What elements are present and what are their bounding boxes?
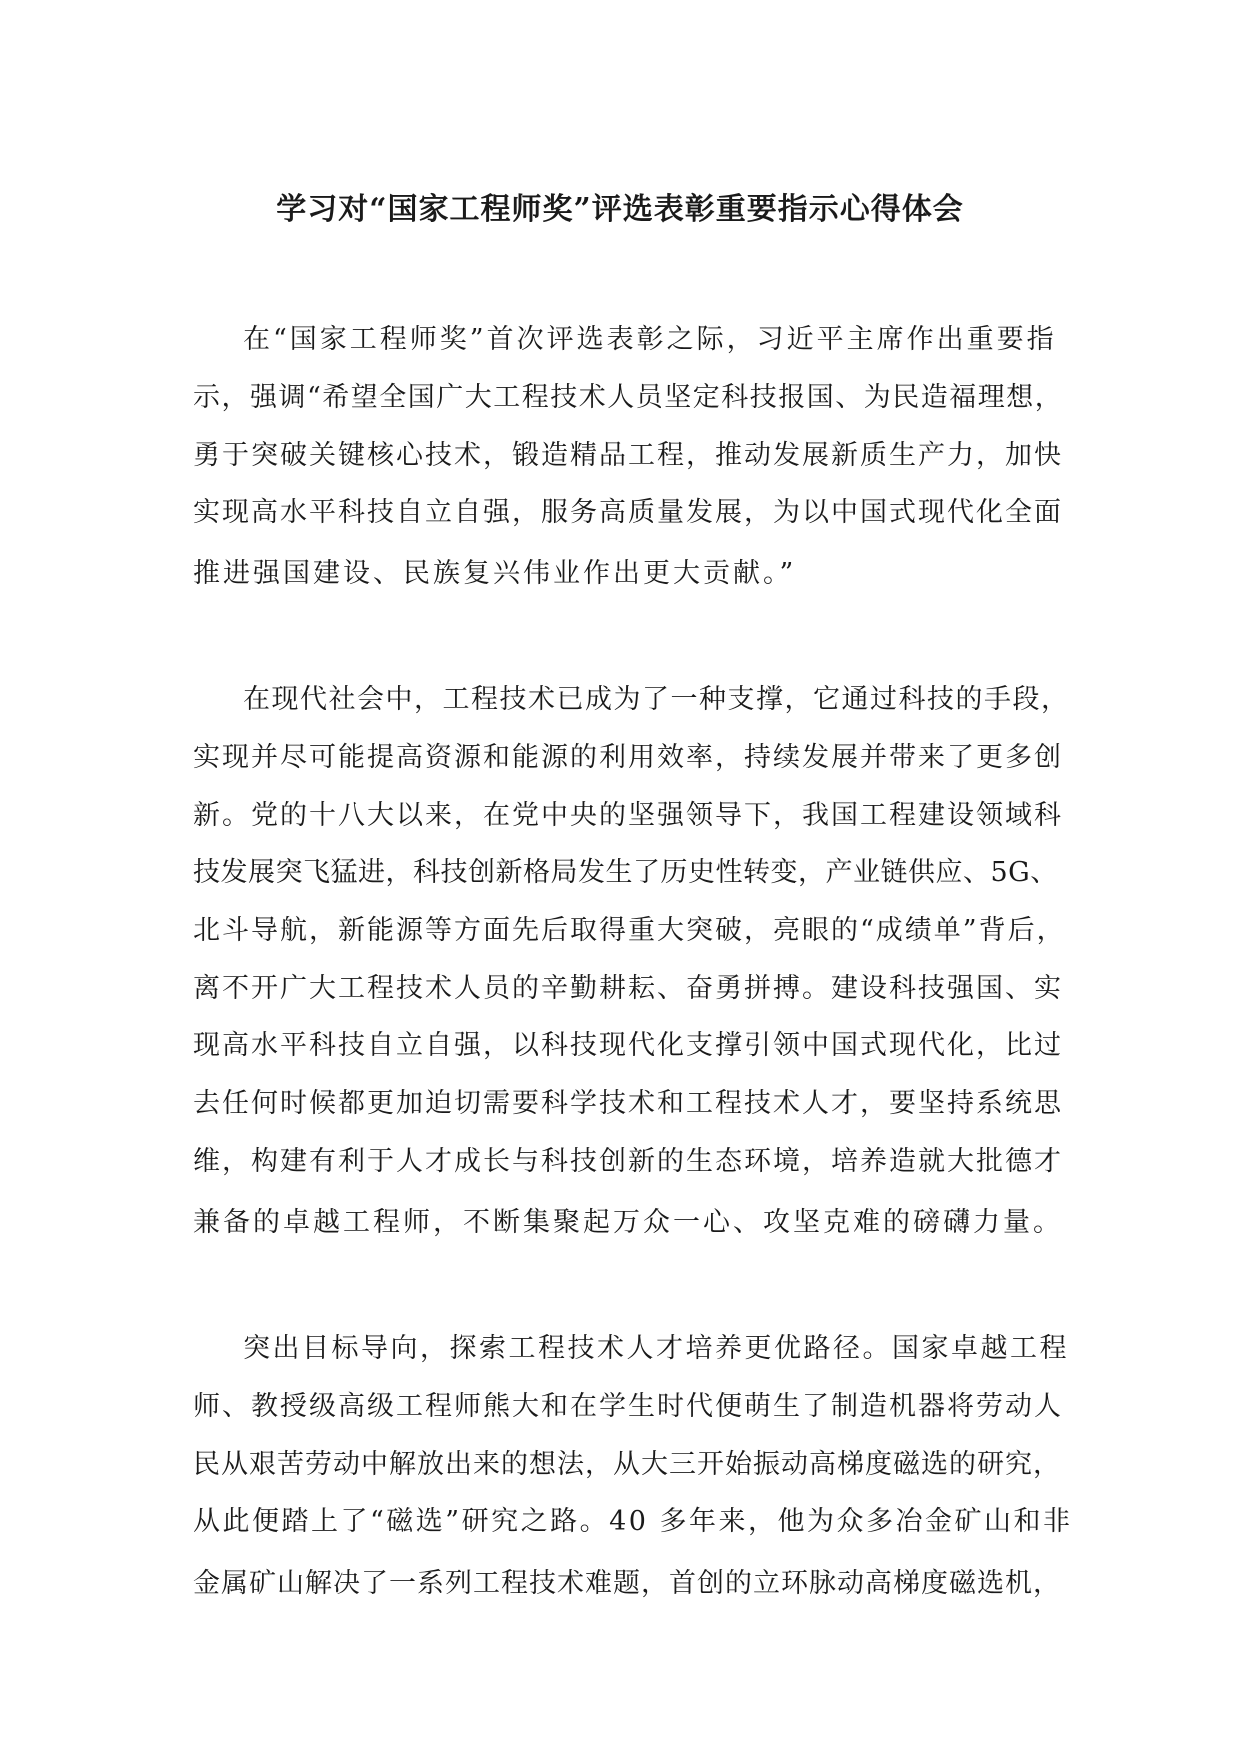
paragraph-3-line-5: 金属矿山解决了一系列工程技术难题，首创的立环脉动高梯度磁选机， [193, 1568, 1061, 1599]
paragraph-1-line-5: 推进强国建设、民族复兴伟业作出更大贡献。” [193, 558, 797, 589]
paragraph-1-line-1: 在“国家工程师奖”首次评选表彰之际，习近平主席作出重要指 [243, 324, 1057, 355]
paragraph-2-line-5: 北斗导航，新能源等方面先后取得重大突破，亮眼的“成绩单”背后， [193, 915, 1066, 946]
paragraph-3-line-4: 从此便踏上了“磁选”研究之路。40 多年来，他为众多冶金矿山和非 [193, 1506, 1073, 1537]
paragraph-2-line-7: 现高水平科技自立自强，以科技现代化支撑引领中国式现代化，比过 [193, 1030, 1063, 1061]
paragraph-2-line-4: 技发展突飞猛进，科技创新格局发生了历史性转变，产业链供应、5G、 [193, 857, 1058, 888]
paragraph-2-line-6: 离不开广大工程技术人员的辛勤耕耘、奋勇拼搏。建设科技强国、实 [193, 973, 1063, 1004]
paragraph-2-line-8: 去任何时候都更加迫切需要科学技术和工程技术人才，要坚持系统思 [193, 1088, 1063, 1119]
paragraph-1-line-4: 实现高水平科技自立自强，服务高质量发展，为以中国式现代化全面 [193, 497, 1063, 528]
paragraph-2-line-10: 兼备的卓越工程师，不断集聚起万众一心、攻坚克难的磅礴力量。 [193, 1207, 1063, 1238]
paragraph-1-line-3: 勇于突破关键核心技术，锻造精品工程，推动发展新质生产力，加快 [193, 440, 1063, 471]
document-title: 学习对“国家工程师奖”评选表彰重要指示心得体会 [276, 192, 964, 227]
paragraph-3-line-2: 师、教授级高级工程师熊大和在学生时代便萌生了制造机器将劳动人 [193, 1391, 1063, 1422]
paragraph-3-line-3: 民从艰苦劳动中解放出来的想法，从大三开始振动高梯度磁选的研究， [193, 1449, 1061, 1480]
paragraph-3-line-1: 突出目标导向，探索工程技术人才培养更优路径。国家卓越工程 [243, 1333, 1069, 1364]
paragraph-2-line-9: 维，构建有利于人才成长与科技创新的生态环境，培养造就大批德才 [193, 1146, 1063, 1177]
paragraph-2-line-1: 在现代社会中，工程技术已成为了一种支撑，它通过科技的手段， [243, 684, 1070, 715]
paragraph-1-line-2: 示，强调“希望全国广大工程技术人员坚定科技报国、为民造福理想， [193, 382, 1064, 413]
paragraph-2-line-2: 实现并尽可能提高资源和能源的利用效率，持续发展并带来了更多创 [193, 742, 1063, 773]
paragraph-2-line-3: 新。党的十八大以来，在党中央的坚强领导下，我国工程建设领域科 [193, 800, 1063, 831]
